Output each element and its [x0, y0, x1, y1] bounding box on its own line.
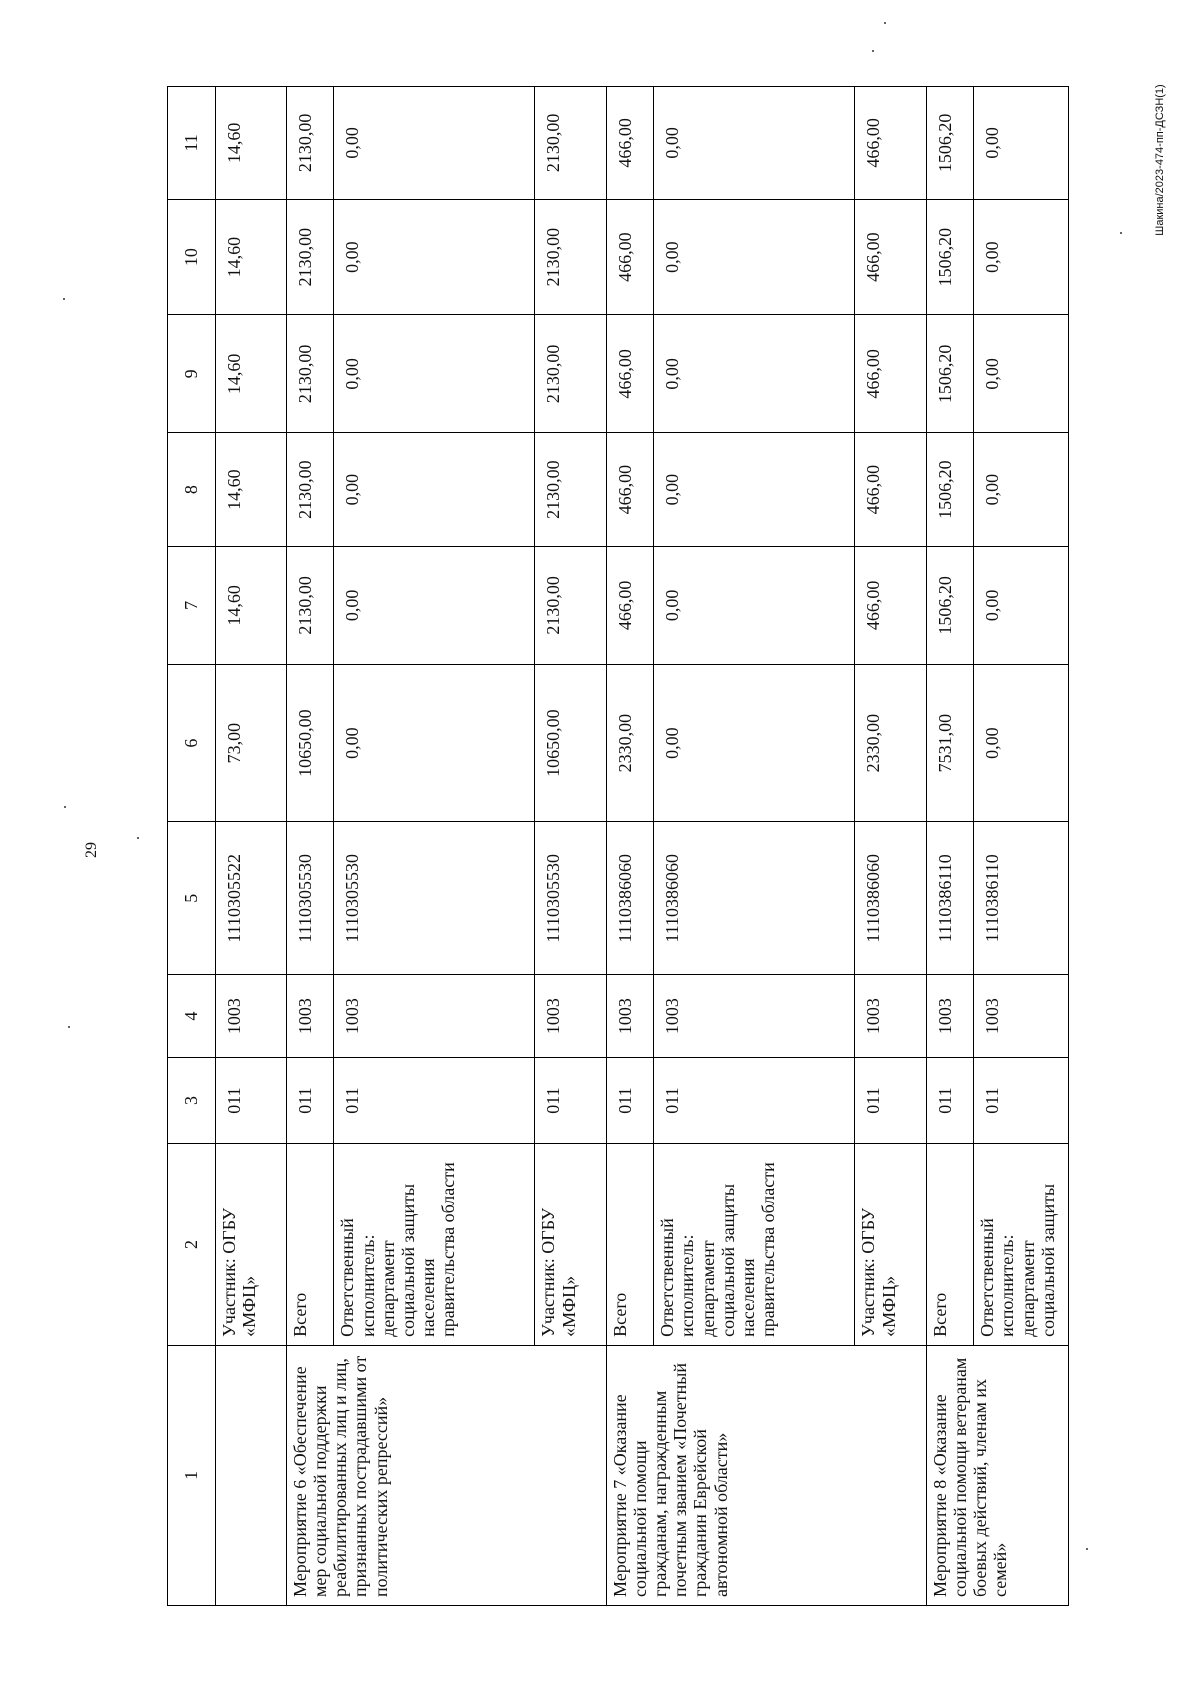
cell-year: 466,00: [606, 199, 654, 315]
cell-year: 0,00: [334, 87, 535, 200]
cell-total: 2330,00: [855, 664, 926, 822]
scan-speck: [884, 22, 886, 24]
header-cell: 10: [168, 199, 216, 315]
cell-year: 0,00: [334, 433, 535, 547]
cell-grbs: 011: [926, 1058, 974, 1144]
cell-year: 2130,00: [286, 87, 334, 200]
cell-year: 0,00: [334, 315, 535, 433]
header-cell: 3: [168, 1058, 216, 1144]
cell-target: 1110305530: [535, 822, 606, 975]
cell-section: 1003: [215, 975, 286, 1058]
cell-year: 0,00: [654, 87, 855, 200]
table-row: [215, 87, 286, 1606]
cell-section: 1003: [286, 975, 334, 1058]
activity-cell: Мероприятие 8 «Оказание социальной помощи ветеранам боевых действий, членам их семей»: [926, 1345, 1068, 1605]
cell-target: 1110305522: [215, 822, 286, 975]
activity-cell: Мероприятие 6 «Обеспечение мер социальной поддержки реабилитированных лиц и лиц, признанных пострадавшими от политических репрессий»: [286, 1345, 606, 1605]
cell-total: 2330,00: [606, 664, 654, 822]
cell-year: 0,00: [974, 433, 1069, 547]
cell-year: 14,60: [215, 315, 286, 433]
rotated-table-wrapper: [167, 86, 1069, 1606]
cell-section: 1003: [654, 975, 855, 1058]
cell-year: 466,00: [855, 433, 926, 547]
header-cell: 11: [168, 87, 216, 200]
header-cell: 1: [168, 1345, 216, 1605]
activity-cell: [215, 1345, 286, 1605]
header-cell: 2: [168, 1144, 216, 1346]
cell-total: 0,00: [654, 664, 855, 822]
activity-cell: Мероприятие 7 «Оказание социальной помощи гражданам, награжденным почетным званием «Почетный гражданин Еврейской автономной области»: [606, 1345, 926, 1605]
cell-year: 2130,00: [535, 87, 606, 200]
table-row: [606, 87, 654, 1606]
cell-target: 1110305530: [334, 822, 535, 975]
cell-year: 0,00: [974, 87, 1069, 200]
executor-cell: Ответственный исполнитель: департамент социальной защиты населения правительства области: [654, 1144, 855, 1346]
cell-year: 0,00: [654, 315, 855, 433]
cell-year: 1506,20: [926, 199, 974, 315]
header-cell: 9: [168, 315, 216, 433]
cell-year: 466,00: [855, 199, 926, 315]
scan-speck: [872, 50, 874, 52]
executor-cell: Всего: [926, 1144, 974, 1346]
cell-year: 1506,20: [926, 315, 974, 433]
executor-cell: Участник: ОГБУ «МФЦ»: [855, 1144, 926, 1346]
cell-target: 1110386060: [855, 822, 926, 975]
cell-year: 0,00: [654, 546, 855, 664]
cell-year: 466,00: [855, 546, 926, 664]
header-cell: 8: [168, 433, 216, 547]
executor-cell: Всего: [606, 1144, 654, 1346]
executor-cell: Участник: ОГБУ «МФЦ»: [215, 1144, 286, 1346]
scan-speck: [137, 837, 139, 839]
cell-grbs: 011: [286, 1058, 334, 1144]
cell-year: 14,60: [215, 546, 286, 664]
cell-year: 2130,00: [286, 199, 334, 315]
executor-cell: Ответственный исполнитель: департамент социальной защиты населения правительства области: [334, 1144, 535, 1346]
document-code: Шакина/2023-474-пп-ДСЗН(1): [1154, 84, 1166, 236]
cell-target: 1110386060: [654, 822, 855, 975]
scan-speck: [1120, 232, 1122, 234]
cell-target: 1110386060: [606, 822, 654, 975]
cell-section: 1003: [974, 975, 1069, 1058]
cell-year: 14,60: [215, 87, 286, 200]
table-row: [286, 87, 334, 1606]
scan-speck: [64, 806, 66, 808]
cell-year: 2130,00: [535, 433, 606, 547]
page-number: 29: [83, 842, 100, 858]
cell-year: 466,00: [855, 315, 926, 433]
scan-speck: [63, 298, 65, 300]
cell-year: 1506,20: [926, 433, 974, 547]
cell-year: 0,00: [974, 199, 1069, 315]
cell-grbs: 011: [974, 1058, 1069, 1144]
cell-year: 2130,00: [535, 199, 606, 315]
cell-section: 1003: [606, 975, 654, 1058]
executor-cell: Участник: ОГБУ «МФЦ»: [535, 1144, 606, 1346]
header-row: [168, 87, 216, 1606]
cell-total: 7531,00: [926, 664, 974, 822]
cell-year: 0,00: [974, 546, 1069, 664]
header-cell: 6: [168, 664, 216, 822]
header-cell: 7: [168, 546, 216, 664]
cell-year: 466,00: [606, 87, 654, 200]
cell-section: 1003: [535, 975, 606, 1058]
scan-speck: [68, 1026, 70, 1028]
cell-year: 1506,20: [926, 87, 974, 200]
cell-year: 2130,00: [535, 546, 606, 664]
cell-year: 0,00: [334, 546, 535, 664]
cell-grbs: 011: [654, 1058, 855, 1144]
table-row: [926, 87, 974, 1606]
cell-year: 2130,00: [535, 315, 606, 433]
cell-total: 10650,00: [535, 664, 606, 822]
executor-cell: Всего: [286, 1144, 334, 1346]
cell-year: 0,00: [654, 433, 855, 547]
cell-year: 1506,20: [926, 546, 974, 664]
cell-section: 1003: [855, 975, 926, 1058]
cell-year: 0,00: [334, 199, 535, 315]
cell-year: 14,60: [215, 433, 286, 547]
cell-section: 1003: [926, 975, 974, 1058]
cell-year: 466,00: [606, 315, 654, 433]
cell-grbs: 011: [334, 1058, 535, 1144]
cell-grbs: 011: [535, 1058, 606, 1144]
cell-grbs: 011: [855, 1058, 926, 1144]
cell-year: 14,60: [215, 199, 286, 315]
cell-year: 466,00: [606, 546, 654, 664]
cell-grbs: 011: [606, 1058, 654, 1144]
cell-year: 466,00: [855, 87, 926, 200]
cell-target: 1110386110: [926, 822, 974, 975]
cell-year: 0,00: [974, 315, 1069, 433]
header-cell: 4: [168, 975, 216, 1058]
header-cell: 5: [168, 822, 216, 975]
cell-year: 2130,00: [286, 315, 334, 433]
cell-grbs: 011: [215, 1058, 286, 1144]
cell-year: 2130,00: [286, 546, 334, 664]
cell-total: 73,00: [215, 664, 286, 822]
scan-speck: [1086, 1548, 1088, 1550]
cell-year: 466,00: [606, 433, 654, 547]
cell-year: 2130,00: [286, 433, 334, 547]
cell-total: 10650,00: [286, 664, 334, 822]
cell-section: 1003: [334, 975, 535, 1058]
executor-cell: Ответственный исполнитель: департамент социальной защиты: [974, 1144, 1069, 1346]
cell-total: 0,00: [974, 664, 1069, 822]
cell-target: 1110386110: [974, 822, 1069, 975]
budget-table: [167, 86, 1069, 1606]
cell-year: 0,00: [654, 199, 855, 315]
cell-target: 1110305530: [286, 822, 334, 975]
cell-total: 0,00: [334, 664, 535, 822]
